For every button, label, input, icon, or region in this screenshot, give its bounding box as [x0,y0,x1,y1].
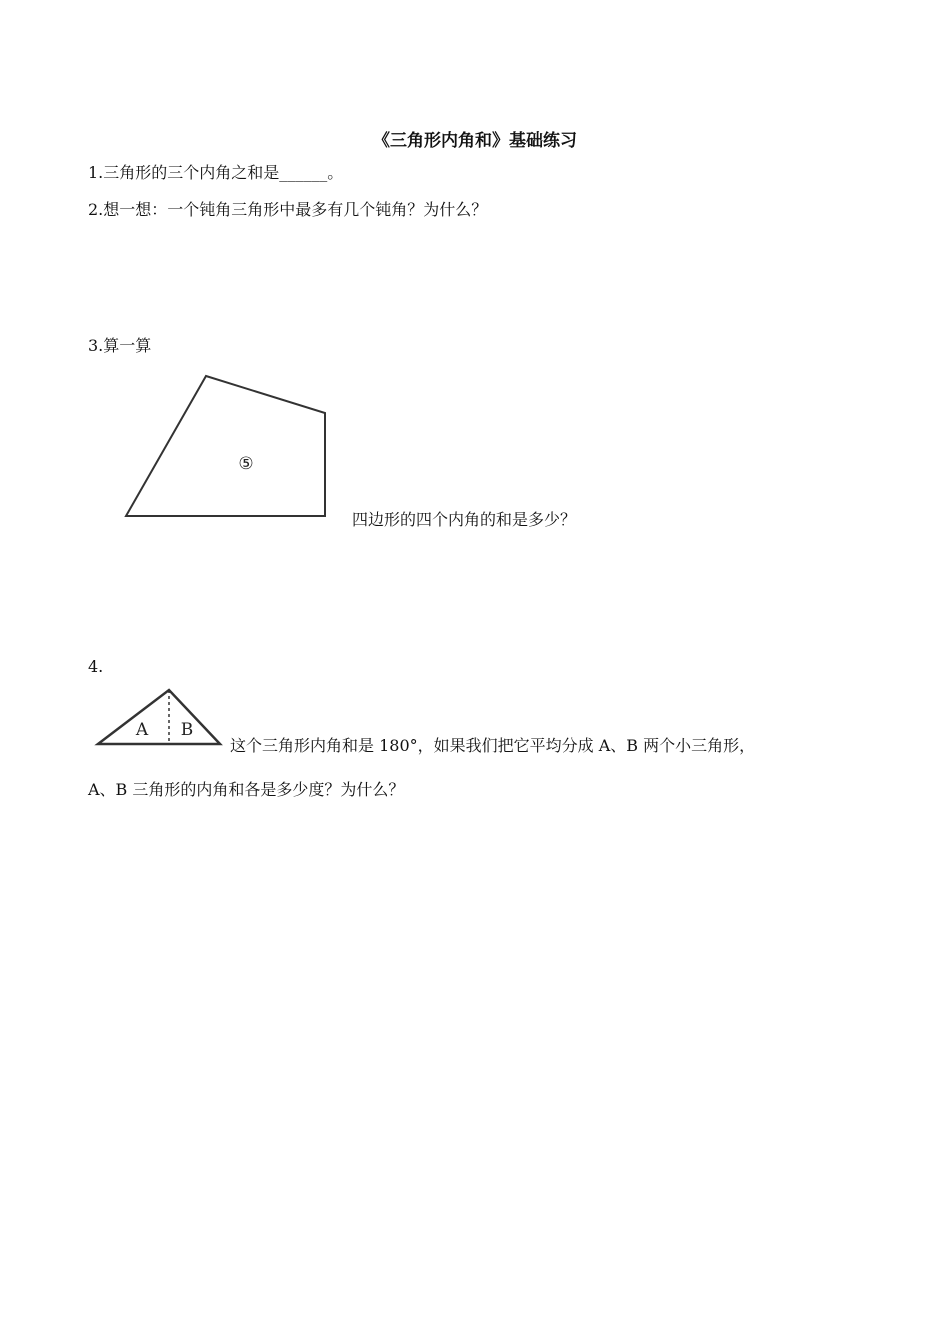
triangle-label-a: A [135,720,149,740]
question-2: 2.想一想：一个钝角三角形中最多有几个钝角？为什么？ [88,200,488,219]
page-title: 《三角形内角和》基础练习 [373,131,577,151]
triangle-label-b: B [180,720,194,740]
quadrilateral-shape [126,376,325,516]
triangle-shape [98,690,220,744]
quadrilateral-label: ⑤ [238,454,254,474]
triangle-figure [92,684,232,754]
quadrilateral-figure [118,368,338,528]
question-4-text-line1: 这个三角形内角和是 180°，如果我们把它平均分成 A、B 两个小三角形， [230,736,756,755]
question-4-text-line2: A、B 三角形的内角和各是多少度？为什么？ [88,780,405,799]
question-4-label: 4. [88,657,104,676]
question-3-label: 3.算一算 [88,336,152,355]
question-3-text: 四边形的四个内角的和是多少？ [352,510,577,529]
question-1: 1.三角形的三个内角之和是______。 [88,163,344,182]
